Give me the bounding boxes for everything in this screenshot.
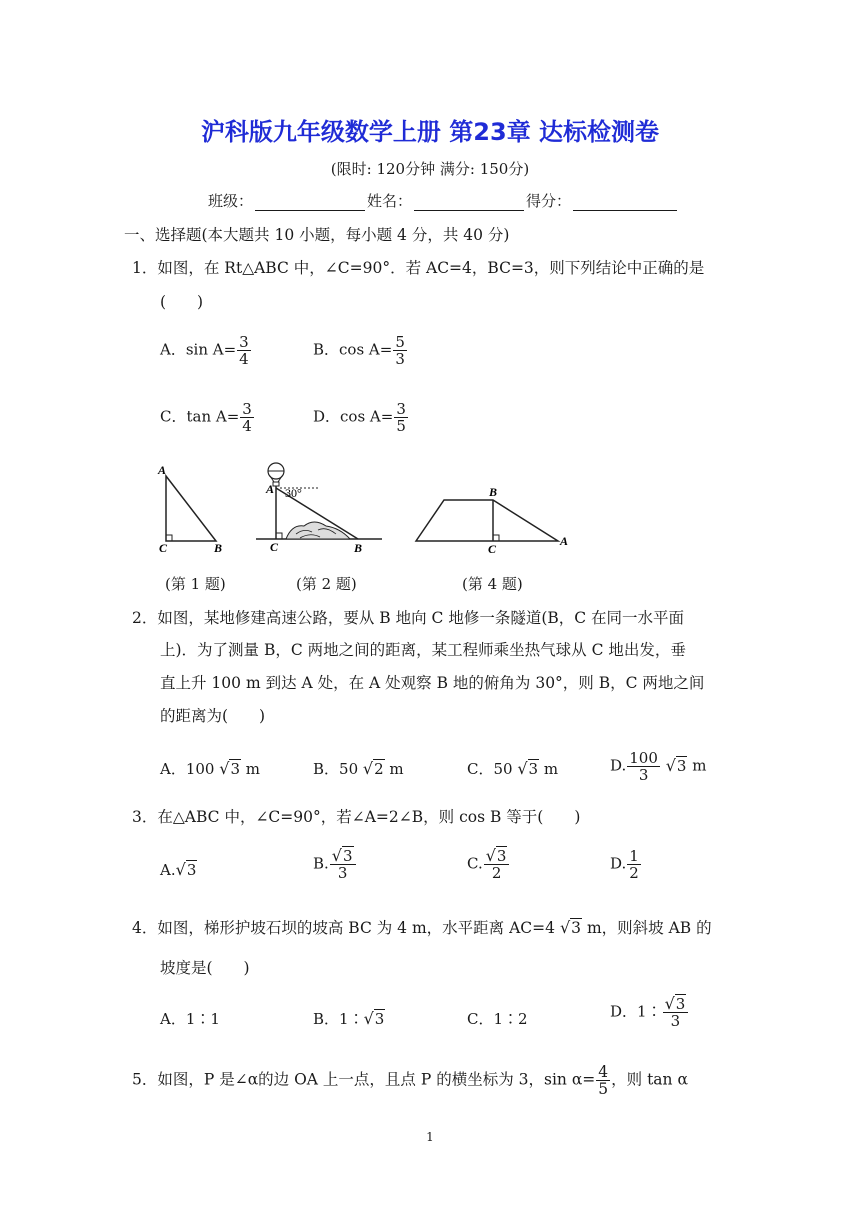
q3-option-a[interactable]: A.√3	[160, 860, 197, 879]
fig2-label-c: C	[270, 540, 279, 554]
student-info-row	[208, 190, 679, 211]
fraction: $\frac{1}{2}$	[629, 847, 639, 882]
radical: √3	[559, 918, 582, 937]
question-2-line-4: 的距离为( )	[160, 707, 266, 725]
fraction: $\frac{3}{4}$	[239, 333, 249, 368]
radical: √3	[665, 755, 687, 775]
class-blank[interactable]	[255, 193, 365, 211]
figure-2	[256, 463, 382, 555]
radical: √3	[219, 759, 240, 778]
question-1-line-1: 1．如图，在 Rt△ABC 中，∠C=90°．若 AC=4，BC=3，则下列结论中正确的是	[132, 259, 705, 277]
q4-option-d[interactable]: D．1∶ $\frac{√3}{3}$	[610, 996, 689, 1029]
fig1-label-b: B	[214, 541, 223, 555]
question-4-line-1: 4．如图，梯形护坡石坝的坡高 BC 为 4 m，水平距离 AC=4 √3 m，则斜坡 AB 的	[132, 918, 712, 937]
q3-option-c[interactable]: C. $\frac{√3}{2}$	[467, 848, 510, 881]
figure-4	[416, 485, 568, 556]
fig4-label-c: C	[488, 542, 497, 556]
page-number: 1	[426, 1130, 434, 1144]
fig2-label-b: B	[354, 541, 363, 555]
figure-1-caption: (第 1 题)	[165, 575, 226, 593]
radical: √2	[362, 759, 384, 778]
radical: √3	[175, 860, 197, 879]
section-heading: 一、选择题(本大题共 10 小题，每小题 4 分，共 40 分)	[124, 226, 510, 244]
q4-option-b[interactable]: B．1∶√3	[313, 1009, 385, 1028]
page-title: 沪科版九年级数学上册 第23章 达标检测卷	[200, 118, 660, 146]
fig1-label-c: C	[159, 541, 168, 555]
q1-option-c[interactable]: C．tan A= $\frac{3}{4}$	[160, 400, 252, 435]
question-1-line-2: ( )	[160, 293, 204, 311]
fraction: $\frac{√3}{3}$	[663, 996, 689, 1029]
question-5-line-1: 5．如图，P 是∠α的边 OA 上一点，且点 P 的横坐标为 3，sin α= $\frac{4}{5}$ ，则 tan α	[132, 1063, 688, 1098]
q1-option-d[interactable]: D．cos A= $\frac{3}{5}$	[313, 400, 406, 435]
fig1-label-a: A	[158, 463, 167, 477]
name-blank[interactable]	[414, 193, 524, 211]
score-blank[interactable]	[573, 193, 677, 211]
page-subtitle: (限时: 120分钟 满分: 150分)	[330, 160, 530, 178]
fraction: $\frac{4}{5}$	[598, 1063, 609, 1098]
question-2-line-2: 上)．为了测量 B，C 两地之间的距离，某工程师乘坐热气球从 C 地出发，垂	[160, 641, 686, 659]
figure-4-caption: (第 4 题)	[462, 575, 523, 593]
score-label: 得分：	[526, 192, 572, 210]
fraction: $\frac{100}{3}$	[629, 749, 658, 784]
fraction: $\frac{5}{3}$	[395, 333, 405, 368]
radical: √3	[517, 759, 539, 778]
q1-option-a[interactable]: A．sin A= $\frac{3}{4}$	[160, 333, 249, 368]
q2-option-c[interactable]: C．50 √3 m	[467, 759, 559, 778]
q4-option-a[interactable]: A．1∶1	[160, 1010, 220, 1028]
q2-option-a[interactable]: A．100 √3 m	[160, 759, 260, 778]
name-label: 姓名：	[367, 192, 413, 210]
fig4-label-b: B	[489, 485, 498, 499]
fraction: $\frac{3}{5}$	[396, 400, 406, 435]
q2-option-b[interactable]: B．50 √2 m	[313, 759, 404, 778]
q2-option-d[interactable]: D. $\frac{100}{3}$ √3 m	[610, 749, 707, 784]
fig2-angle-label: 30°	[285, 486, 302, 500]
fraction: $\frac{√3}{3}$	[330, 848, 356, 881]
fraction: $\frac{√3}{2}$	[484, 848, 510, 881]
fig4-label-a: A	[560, 534, 569, 548]
fraction: $\frac{3}{4}$	[242, 400, 252, 435]
figure-2-caption: (第 2 题)	[296, 575, 357, 593]
figures-row	[150, 460, 590, 560]
question-4-line-2: 坡度是( )	[160, 959, 250, 977]
q3-option-d[interactable]: D. $\frac{1}{2}$	[610, 847, 639, 882]
question-3-line-1: 3．在△ABC 中，∠C=90°，若∠A=2∠B，则 cos B 等于( )	[132, 808, 581, 826]
figure-1	[157, 463, 222, 555]
question-2-line-3: 直上升 100 m 到达 A 处，在 A 处观察 B 地的俯角为 30°，则 B，C 两地之间	[160, 674, 705, 692]
q1-option-b[interactable]: B．cos A= $\frac{5}{3}$	[313, 333, 405, 368]
q3-option-b[interactable]: B. $\frac{√3}{3}$	[313, 848, 357, 881]
radical: √3	[363, 1009, 385, 1028]
class-label: 班级：	[208, 192, 254, 210]
fig2-label-a: A	[266, 482, 275, 496]
q4-option-c[interactable]: C．1∶2	[467, 1010, 528, 1028]
question-2-line-1: 2．如图，某地修建高速公路，要从 B 地向 C 地修一条隧道(B，C 在同一水平面	[132, 609, 685, 627]
